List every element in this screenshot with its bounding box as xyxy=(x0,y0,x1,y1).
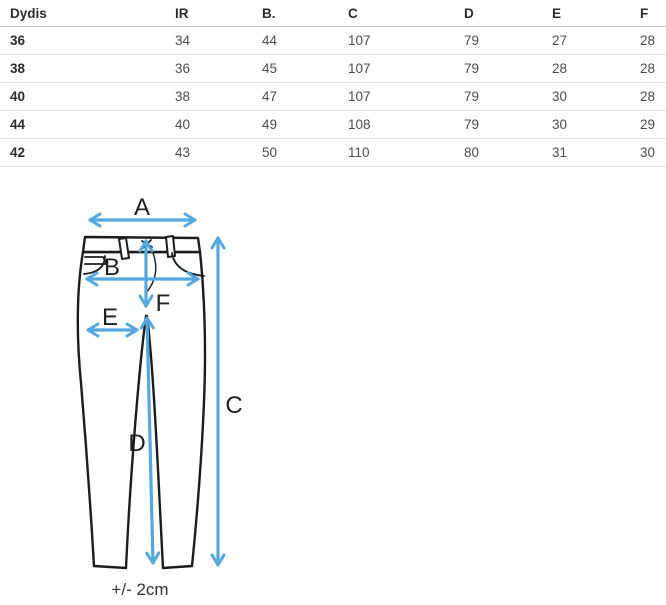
label-f: F xyxy=(155,290,171,317)
table-row xyxy=(0,139,666,167)
table-row xyxy=(0,27,666,55)
column-header-b: B. xyxy=(252,0,338,27)
table-cell: 36 xyxy=(165,55,252,83)
waistband xyxy=(83,237,200,252)
size-cell: 42 xyxy=(0,139,165,167)
table-cell: 107 xyxy=(338,55,454,83)
size-cell: 40 xyxy=(0,83,165,111)
table-cell: 28 xyxy=(630,55,666,83)
label-b: B xyxy=(103,254,121,281)
table-cell: 108 xyxy=(338,111,454,139)
size-cell: 44 xyxy=(0,111,165,139)
table-cell: 28 xyxy=(630,27,666,55)
table-cell: 47 xyxy=(252,83,338,111)
label-a: A xyxy=(133,194,151,221)
table-cell: 34 xyxy=(165,27,252,55)
table-cell: 31 xyxy=(542,139,630,167)
size-cell: 38 xyxy=(0,55,165,83)
table-cell: 40 xyxy=(165,111,252,139)
table-cell: 79 xyxy=(454,83,542,111)
table-cell: 110 xyxy=(338,139,454,167)
table-cell: 27 xyxy=(542,27,630,55)
column-header-dydis: Dydis xyxy=(0,0,165,27)
pants-outline xyxy=(78,236,205,568)
table-cell: 79 xyxy=(454,111,542,139)
header-row xyxy=(0,0,666,27)
table-cell: 107 xyxy=(338,83,454,111)
table-cell: 45 xyxy=(252,55,338,83)
size-table xyxy=(0,0,666,167)
label-e: E xyxy=(101,304,119,331)
table-cell: 50 xyxy=(252,139,338,167)
table-cell: 44 xyxy=(252,27,338,55)
label-d: D xyxy=(128,430,146,457)
table-cell: 29 xyxy=(630,111,666,139)
table-cell: 30 xyxy=(542,83,630,111)
column-header-c: C xyxy=(338,0,454,27)
table-cell: 30 xyxy=(542,111,630,139)
table-cell: 38 xyxy=(165,83,252,111)
table-cell: 28 xyxy=(542,55,630,83)
table-cell: 107 xyxy=(338,27,454,55)
belt-loop xyxy=(166,236,175,257)
column-header-f: F xyxy=(630,0,666,27)
table-cell: 79 xyxy=(454,55,542,83)
table-row xyxy=(0,83,666,111)
table-cell: 28 xyxy=(630,83,666,111)
table-cell: 49 xyxy=(252,111,338,139)
tolerance-note: +/- 2cm xyxy=(111,580,169,599)
size-cell: 36 xyxy=(0,27,165,55)
pants-measurement-svg xyxy=(0,175,666,605)
table-cell: 79 xyxy=(454,27,542,55)
table-cell: 80 xyxy=(454,139,542,167)
table-row xyxy=(0,55,666,83)
column-header-ir: IR xyxy=(165,0,252,27)
measurement-diagram xyxy=(0,175,666,605)
column-header-e: E xyxy=(542,0,630,27)
column-header-d: D xyxy=(454,0,542,27)
label-c: C xyxy=(225,392,243,419)
table-row xyxy=(0,111,666,139)
table-cell: 30 xyxy=(630,139,666,167)
table-cell: 43 xyxy=(165,139,252,167)
